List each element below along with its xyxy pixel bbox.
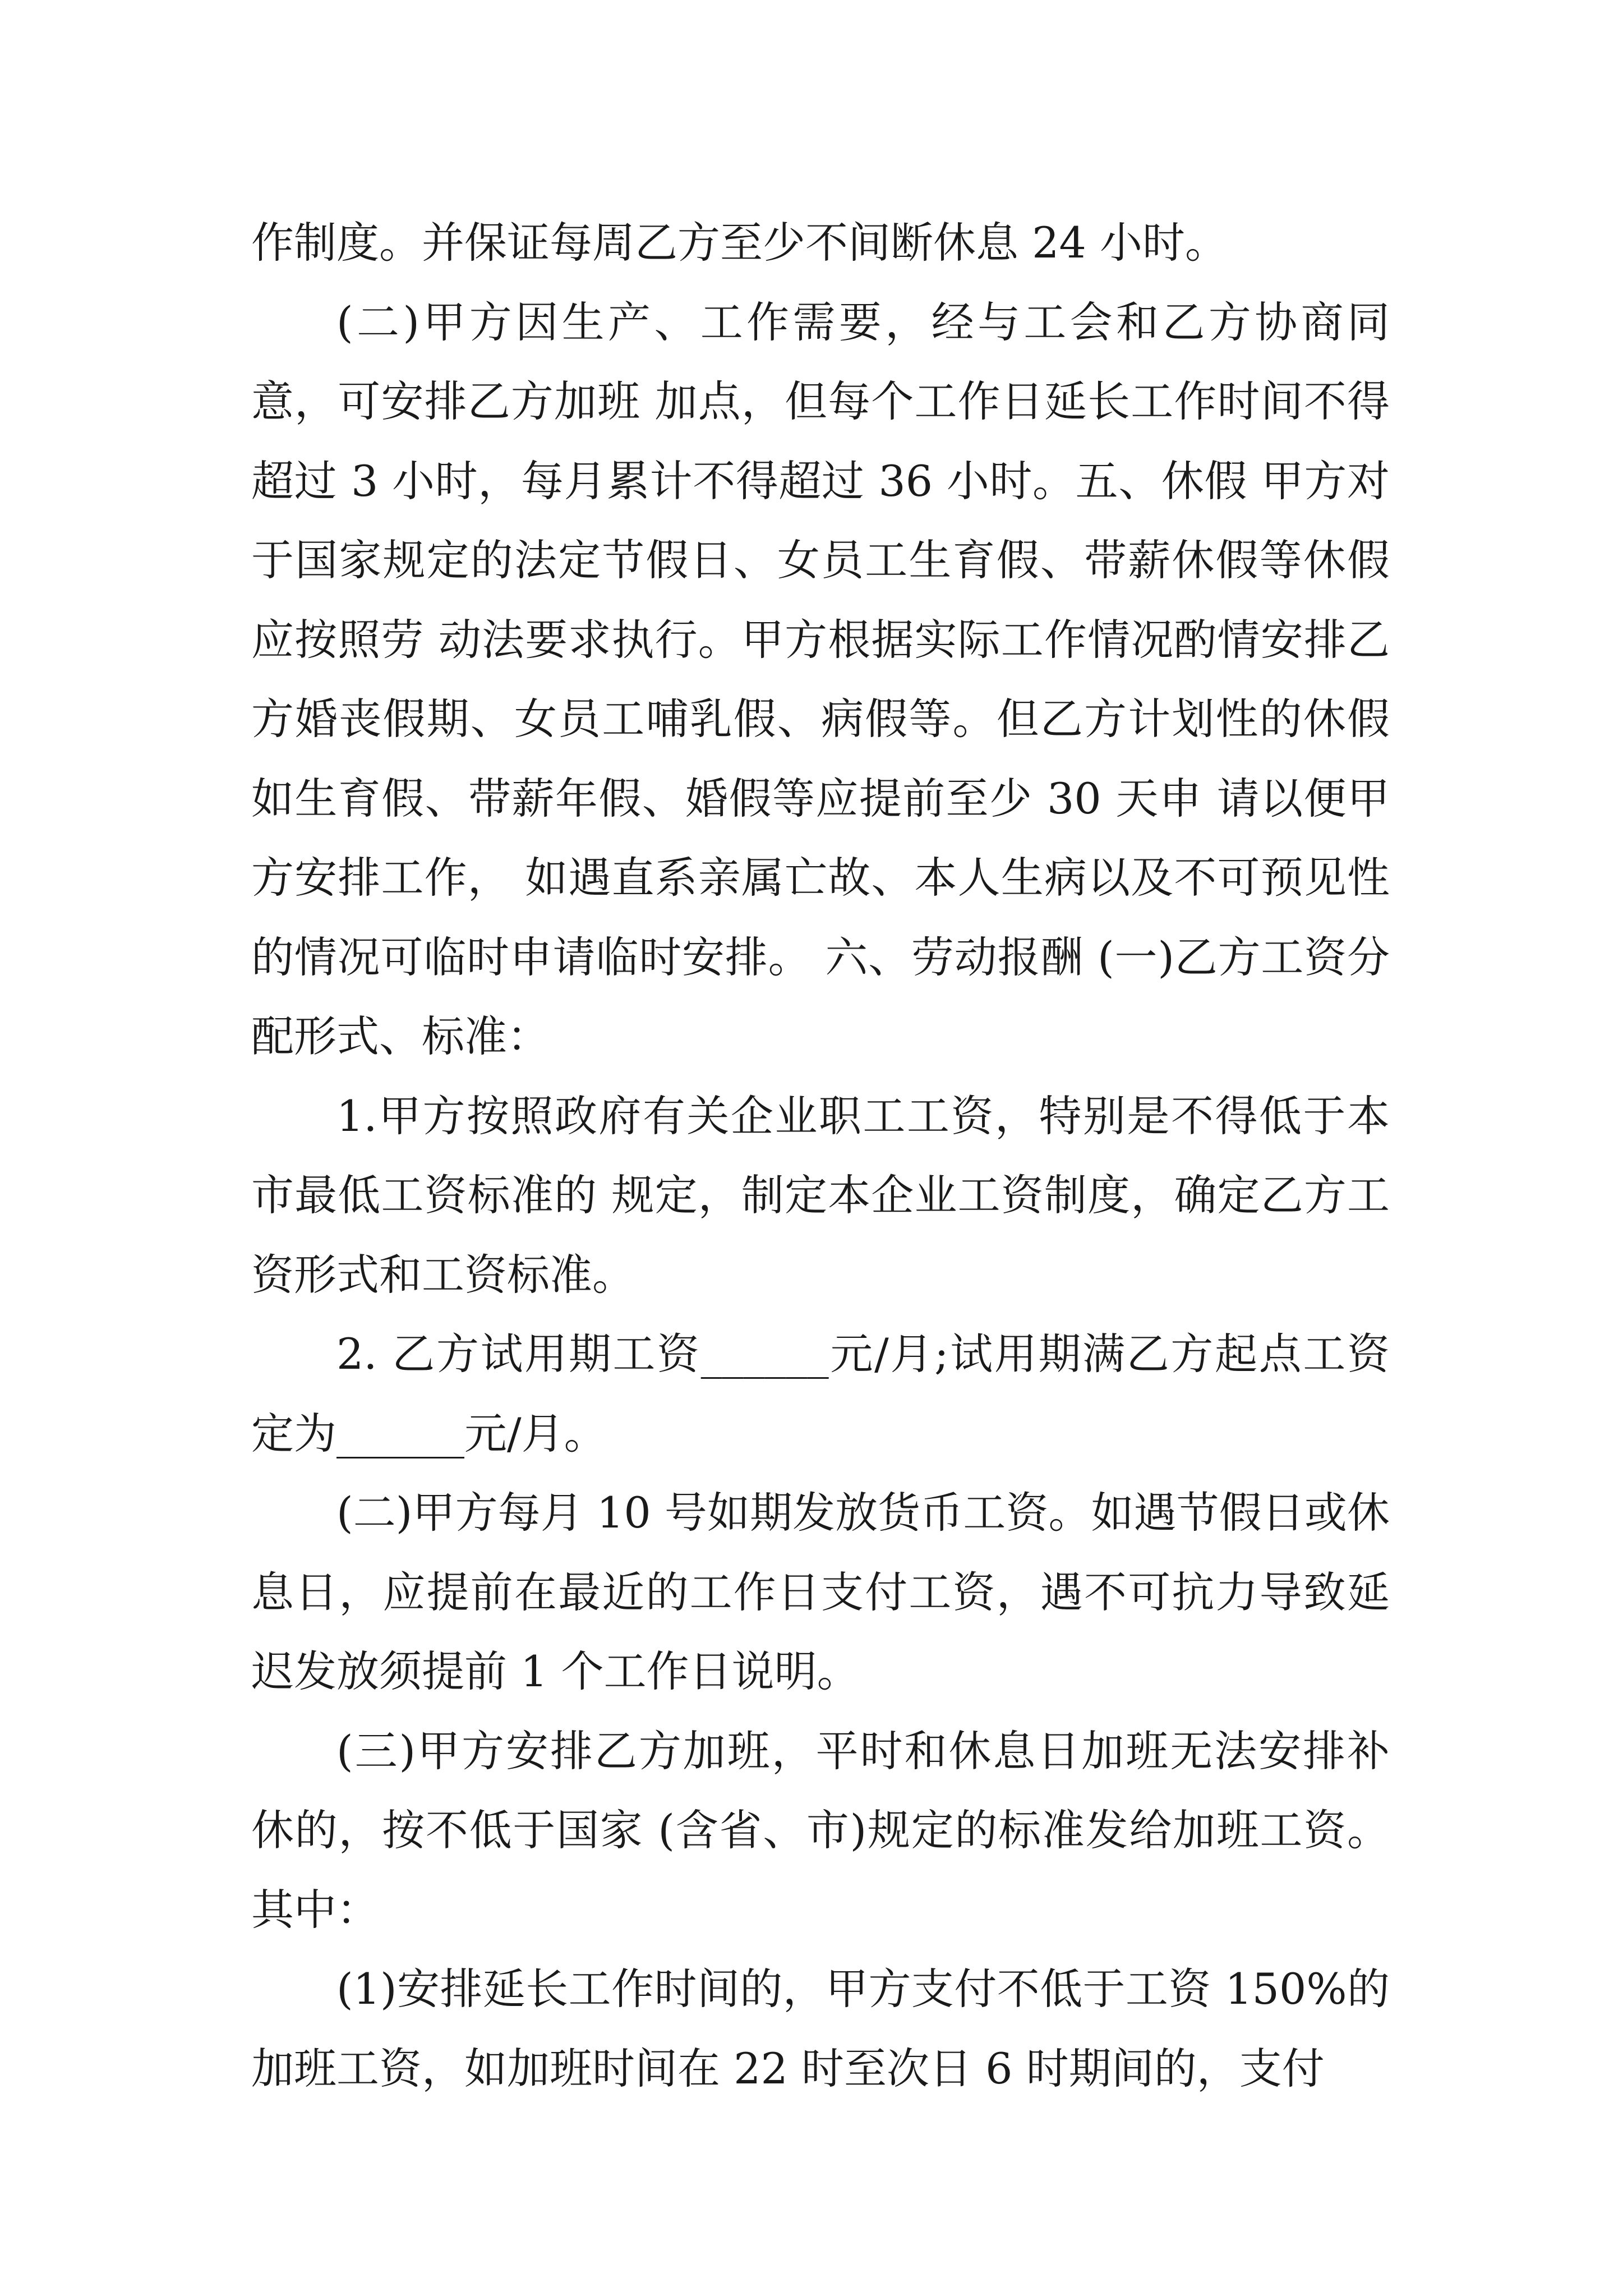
paragraph: (二)甲方每月 10 号如期发放货币工资。如遇节假日或休息日，应提前在最近的工作日支付工资，遇不可抗力导致延迟发放须提前 1 个工作日说明。 [251, 1488, 1390, 1696]
paragraph: 1.甲方按照政府有关企业职工工资，特别是不得低于本市最低工资标准的 规定，制定本企业工资制度，确定乙方工资形式和工资标准。 [251, 1091, 1390, 1300]
paragraph: (二)甲方因生产、工作需要，经与工会和乙方协商同意，可安排乙方加班 加点，但每个工作日延长工作时间不得超过 3 小时，每月累计不得超过 36 小时。五、休假 甲方对于国家规定的法定节假日、女员工生育假、带薪休假等休假应按照劳 动法要求执行。甲方根据实际工作情况酌情安排乙方婚丧假期、女员工哺乳假、病假等。但乙方计划性的休假如生育假、带薪年假、婚假等应提前至少 30 天申 请以便甲方安排工作， 如遇直系亲属亡故、本人生病以及不可预见性的情况可临时申请临时安排。 六、劳动报酬 (一)乙方工资分配形式、标准： [251, 297, 1390, 1061]
paragraph: (三)甲方安排乙方加班，平时和休息日加班无法安排补休的，按不低于国家 (含省、市)规定的标准发给加班工资。其中： [251, 1726, 1390, 1935]
paragraph: 作制度。并保证每周乙方至少不间断休息 24 小时。 [251, 218, 1228, 268]
paragraph: 2. 乙方试用期工资______元/月;试用期满乙方起点工资定为______元/月。 [251, 1329, 1390, 1458]
paragraph: (1)安排延长工作时间的，甲方支付不低于工资 150%的加班工资，如加班时间在 22 时至次日 6 时期间的，支付 [251, 1964, 1390, 2093]
document-page [251, 203, 1390, 2108]
